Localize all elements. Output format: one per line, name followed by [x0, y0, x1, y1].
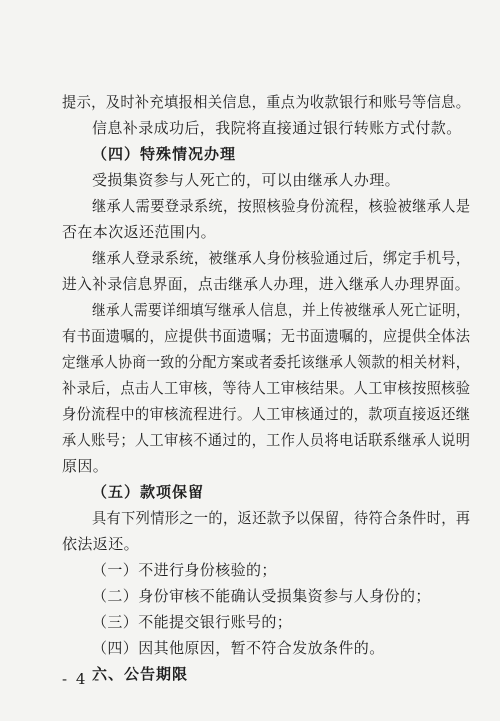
text-line: 否在本次返还范围内。: [62, 223, 217, 241]
text-line: 原因。: [62, 457, 109, 475]
text-line: 定继承人协商一致的分配方案或者委托该继承人领款的相关材料，: [62, 353, 470, 371]
text-line: 信息补录成功后，我院将直接通过银行转账方式付款。: [92, 119, 462, 137]
section-heading-6: 六、公告期限: [92, 665, 189, 683]
text-line: 继承人需要详细填写继承人信息，并上传被继承人死亡证明，: [92, 301, 470, 319]
text-line: 受损集资参与人死亡的，可以由继承人办理。: [92, 171, 401, 189]
list-item: （一）不进行身份核验的；: [92, 561, 277, 579]
list-item: （四）因其他原因，暂不符合发放条件的。: [92, 639, 385, 657]
list-item: （二）身份审核不能确认受损集资参与人身份的；: [92, 587, 431, 605]
text-line: 具有下列情形之一的，返还款予以保留，待符合条件时，再: [92, 509, 471, 527]
text-line: 提示，及时补充填报相关信息，重点为收款银行和账号等信息。: [62, 93, 471, 111]
section-heading-5: （五）款项保留: [92, 483, 205, 501]
text-line: 依法返还。: [62, 535, 140, 553]
text-line: 身份流程中的审核流程进行。人工审核通过的，款项直接返还继: [62, 405, 471, 423]
text-line: 进入补录信息界面，点击继承人办理，进入继承人办理界面。: [62, 275, 470, 293]
text-line: 补录后，点击人工审核，等待人工审核结果。人工审核按照核验: [62, 379, 471, 397]
list-item: （三）不能提交银行账号的；: [92, 613, 293, 631]
text-line: 承人账号；人工审核不通过的，工作人员将电话联系继承人说明: [62, 431, 471, 449]
text-line: 有书面遗嘱的，应提供书面遗嘱；无书面遗嘱的，应提供全体法: [62, 327, 471, 345]
text-line: 继承人登录系统，被继承人身份核验通过后，绑定手机号，: [92, 249, 471, 267]
section-heading-4: （四）特殊情况办理: [92, 145, 237, 163]
page-number: - 4 -: [62, 670, 102, 688]
text-line: 继承人需要登录系统，按照核验身份流程，核验被继承人是: [92, 197, 471, 215]
